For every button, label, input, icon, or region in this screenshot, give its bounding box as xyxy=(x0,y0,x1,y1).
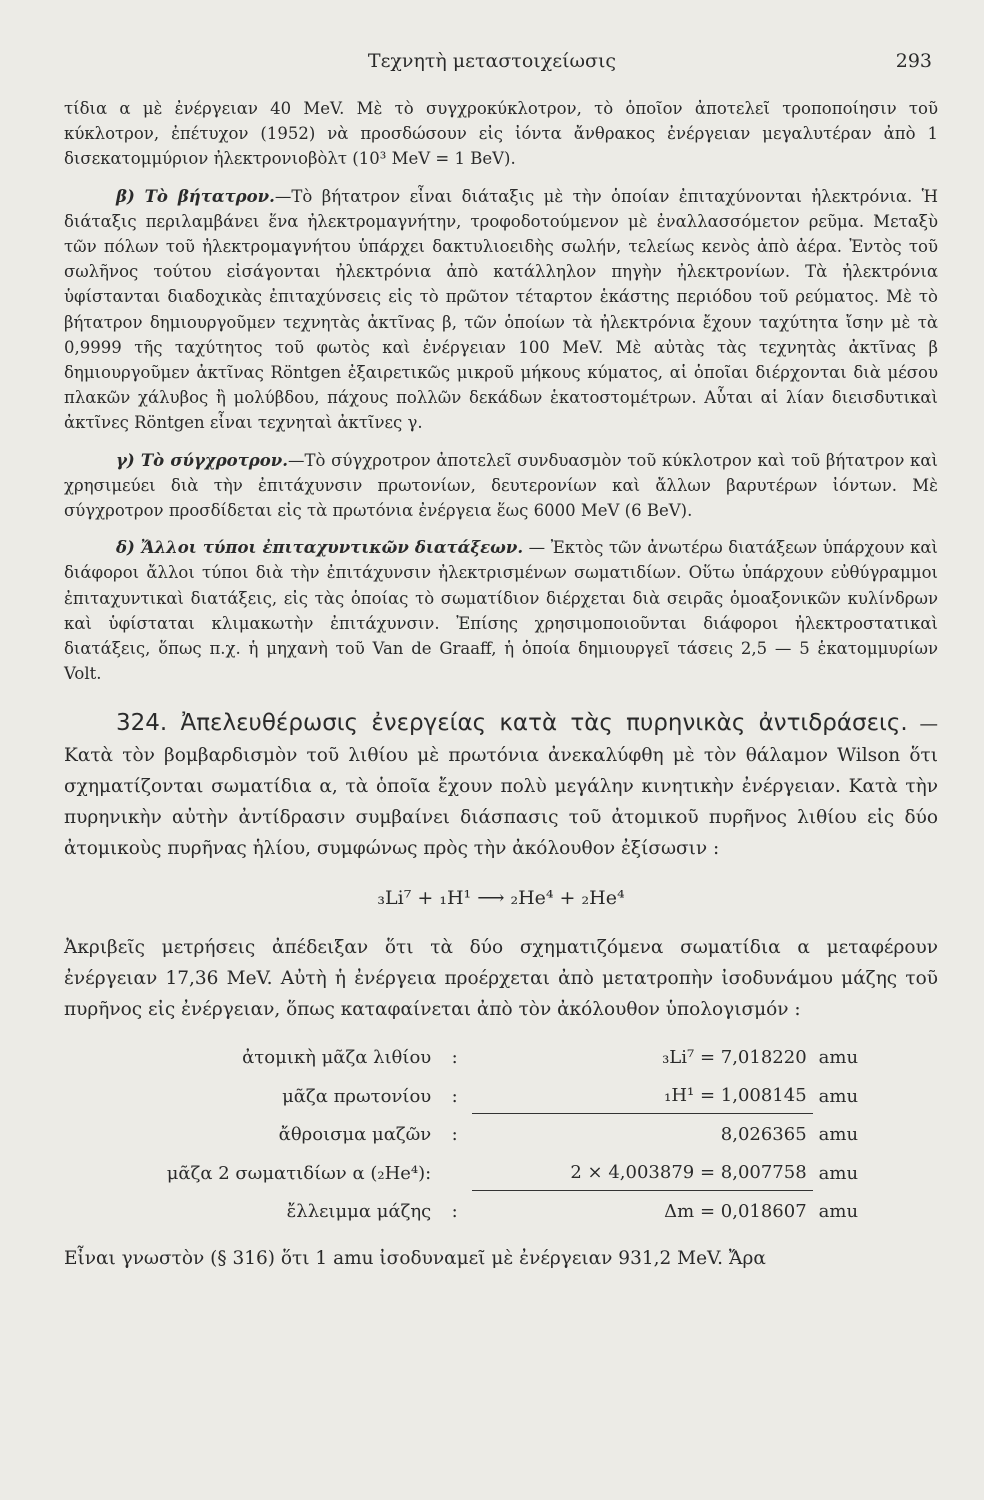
other-accelerators-text: — Ἐκτὸς τῶν ἀνωτέρω διατάξεων ὑπάρχουν καὶ διάφοροι ἄλλοι τύποι διὰ τὴν ἐπιτάχυνσιν ἠλεκτρισμένων σωματιδίων. Οὕτω ὑπάρχουν εὐθύγραμμοι ἐπιταχυντικαὶ διατάξεις, εἰς τὰς ὁποίας τὸ σωματίδιον διέρχεται διὰ σειρᾶς ὁμοαξονικῶν κυλίνδρων καὶ ὑφίσταται κλιμακωτὴν ἐπιτάχυνσιν. Ἐπίσης χρησιμοποιοῦνται διάφοροι ἠλεκτροστατικαὶ διατάξεις, ὅπως π.χ. ἡ μηχανὴ τοῦ Van de Graaff, ἡ ὁποία δημιουργεῖ τάσεις 2,5 — 5 ἑκατομμυρίων Volt. xyxy=(64,538,938,684)
paragraph-section-324 xyxy=(64,708,938,864)
calc-value: 2 × 4,003879 = 8,007758 xyxy=(472,1152,813,1191)
calc-label: ἔλλειμμα μάζης xyxy=(286,1201,432,1223)
calc-label: μᾶζα 2 σωματιδίων α (₂He⁴): xyxy=(166,1162,432,1184)
calc-value: 8,026365 xyxy=(720,1124,807,1146)
calc-row xyxy=(64,1037,924,1075)
paragraph-synchrotron xyxy=(64,448,938,524)
section-text: — Κατὰ τὸν βομβαρδισμὸν τοῦ λιθίου μὲ πρωτόνια ἀνεκαλύφθη μὲ τὸν θάλαμον Wilson ὅτι σχηματίζονται σωματίδια α, τὰ ὁποῖα ἔχουν πολὺ μεγάλην κινητικὴν ἐνέργειαν. Κατὰ τὴν πυρηνικὴν αὐτὴν ἀντίδρασιν συμβαίνει διάσπασις τοῦ ἀτομικοῦ πυρῆνος λιθίου εἰς δύο ἀτομικοὺς πυρῆνας ἡλίου, συμφώνως πρὸς τὴν ἀκόλουθον ἐξίσωσιν : xyxy=(64,714,938,860)
calc-unit: amu xyxy=(818,1162,859,1184)
calc-colon: : xyxy=(451,1047,458,1069)
paragraph-energy: Ἀκριβεῖς μετρήσεις ἀπέδειξαν ὅτι τὰ δύο σχηματιζόμενα σωματίδια α μεταφέρουν ἐνέργειαν 17,36 MeV. Αὐτὴ ἡ ἐνέργεια προέρχεται ἀπὸ μετατροπὴν ἰσοδυνάμου μάζης τοῦ πυρῆνος εἰς ἐνέργειαν, ὅπως καταφαίνεται ἀπὸ τὸν ἀκόλουθον ὑπολογισμόν : xyxy=(64,936,938,1020)
calc-colon: : xyxy=(451,1085,458,1107)
betatron-heading: β) Τὸ βήτατρον. xyxy=(116,186,275,206)
calc-unit: amu xyxy=(818,1047,859,1069)
mass-calculation-table xyxy=(64,1037,924,1229)
calc-colon: : xyxy=(451,1124,458,1146)
calc-row xyxy=(64,1113,924,1152)
calc-unit: amu xyxy=(818,1124,859,1146)
section-heading: 324. Ἀπελευθέρωσις ἐνεργείας κατὰ τὰς πυρηνικὰς ἀντιδράσεις. xyxy=(116,710,908,737)
other-accelerators-heading: δ) Ἄλλοι τύποι ἐπιταχυντικῶν διατάξεων. xyxy=(116,538,524,558)
paragraph-other-accelerators xyxy=(64,535,938,686)
calc-value: ₃Li⁷ = 7,018220 xyxy=(662,1047,807,1069)
running-header xyxy=(0,50,984,80)
synchrotron-heading: γ) Τὸ σύγχροτρον. xyxy=(116,450,288,470)
running-title: Τεχνητὴ μεταστοιχείωσις xyxy=(367,50,617,72)
calc-label: μᾶζα πρωτονίου xyxy=(282,1085,432,1107)
calc-colon: : xyxy=(451,1201,458,1223)
calc-row xyxy=(64,1075,924,1114)
calc-row xyxy=(64,1152,924,1191)
body-text xyxy=(64,96,938,1286)
calc-unit: amu xyxy=(818,1085,859,1107)
calc-unit: amu xyxy=(818,1201,859,1223)
calc-colon xyxy=(437,1152,472,1191)
page-number: 293 xyxy=(895,50,932,72)
calc-value: ₁H¹ = 1,008145 xyxy=(472,1075,813,1114)
paragraph-equivalence: Εἶναι γνωστὸν (§ 316) ὅτι 1 amu ἰσοδυναμεῖ μὲ ἐνέργειαν 931,2 MeV. Ἄρα xyxy=(64,1247,766,1269)
betatron-text: —Τὸ βήτατρον εἶναι διάταξις μὲ τὴν ὁποίαν ἐπιταχύνονται ἠλεκτρόνια. Ἡ διάταξις περιλαμβάνει ἕνα ἠλεκτρομαγνήτην, τροφοδοτούμενον μὲ ἐναλλασσόμετον ρεῦμα. Μεταξὺ τῶν πόλων τοῦ ἠλεκτρομαγνήτου ὑπάρχει δακτυλιοειδὴς σωλήν, τελείως κενὸς ἀπὸ ἀέρα. Ἐντὸς τοῦ σωλῆνος τούτου εἰσάγονται ἠλεκτρόνια ἀπὸ κατάλληλον πηγὴν ἠλεκτρονίων. Τὰ ἠλεκτρόνια ὑφίστανται διαδοχικὰς ἐπιταχύνσεις εἰς τὸ πρῶτον τέταρτον ἑκάστης περιόδου τοῦ ρεύματος. Μὲ τὸ βήτατρον δημιουργοῦμεν τεχνητὰς ἀκτῖνας β, τῶν ὁποίων τὰ ἠλεκτρόνια ἔχουν ταχύτητα ἴσην μὲ τὰ 0,9999 τῆς ταχύτητος τοῦ φωτὸς καὶ ἐνέργειαν 100 MeV. Μὲ αὐτὰς τὰς τεχνητὰς ἀκτῖνας β δημιουργοῦμεν ἀκτῖνας Röntgen ἐξαιρετικῶς μικροῦ μήκους κύματος, αἱ ὁποῖαι διέρχονται διὰ μέσου πλακῶν χάλυβος ἢ μολύβδου, πάχους πολλῶν δεκάδων ἑκατοστομέτρων. Αὗται αἱ λίαν διεισδυτικαὶ ἀκτῖνες Röntgen εἶναι τεχνηταὶ ἀκτῖνες γ. xyxy=(64,186,938,433)
paragraph-synchrocyclotron: τίδια α μὲ ἐνέργειαν 40 MeV. Μὲ τὸ συγχροκύκλοτρον, τὸ ὁποῖον ἀποτελεῖ τροποποίησιν τοῦ κύκλοτρον, ἐπέτυχον (1952) νὰ προσδώσουν εἰς ἰόντα ἄνθρακος ἐνέργειαν μεγαλυτέραν ἀπὸ 1 δισεκατομμύριον ἠλεκτρονιοβὸλτ (10³ MeV = 1 BeV). xyxy=(64,99,938,169)
calc-label: ἄθροισμα μαζῶν xyxy=(278,1124,432,1146)
calc-value: Δm = 0,018607 xyxy=(664,1201,807,1223)
synchrotron-text: —Τὸ σύγχροτρον ἀποτελεῖ συνδυασμὸν τοῦ κύκλοτρον καὶ τοῦ βήτατρον καὶ χρησιμεύει διὰ τὴν ἐπιτάχυνσιν πρωτονίων, δευτερονίων καὶ ἄλλων βαρυτέρων ἰόντων. Μὲ σύγχροτρον προσδίδεται εἰς τὰ πρωτόνια ἐνέργεια ἕως 6000 MeV (6 BeV). xyxy=(64,450,938,521)
nuclear-equation: ₃Li⁷ + ₁H¹ ⟶ ₂He⁴ + ₂He⁴ xyxy=(377,887,625,910)
calc-row xyxy=(64,1190,924,1229)
calc-label: ἀτομικὴ μᾶζα λιθίου xyxy=(242,1047,432,1069)
paragraph-betatron xyxy=(64,184,938,436)
